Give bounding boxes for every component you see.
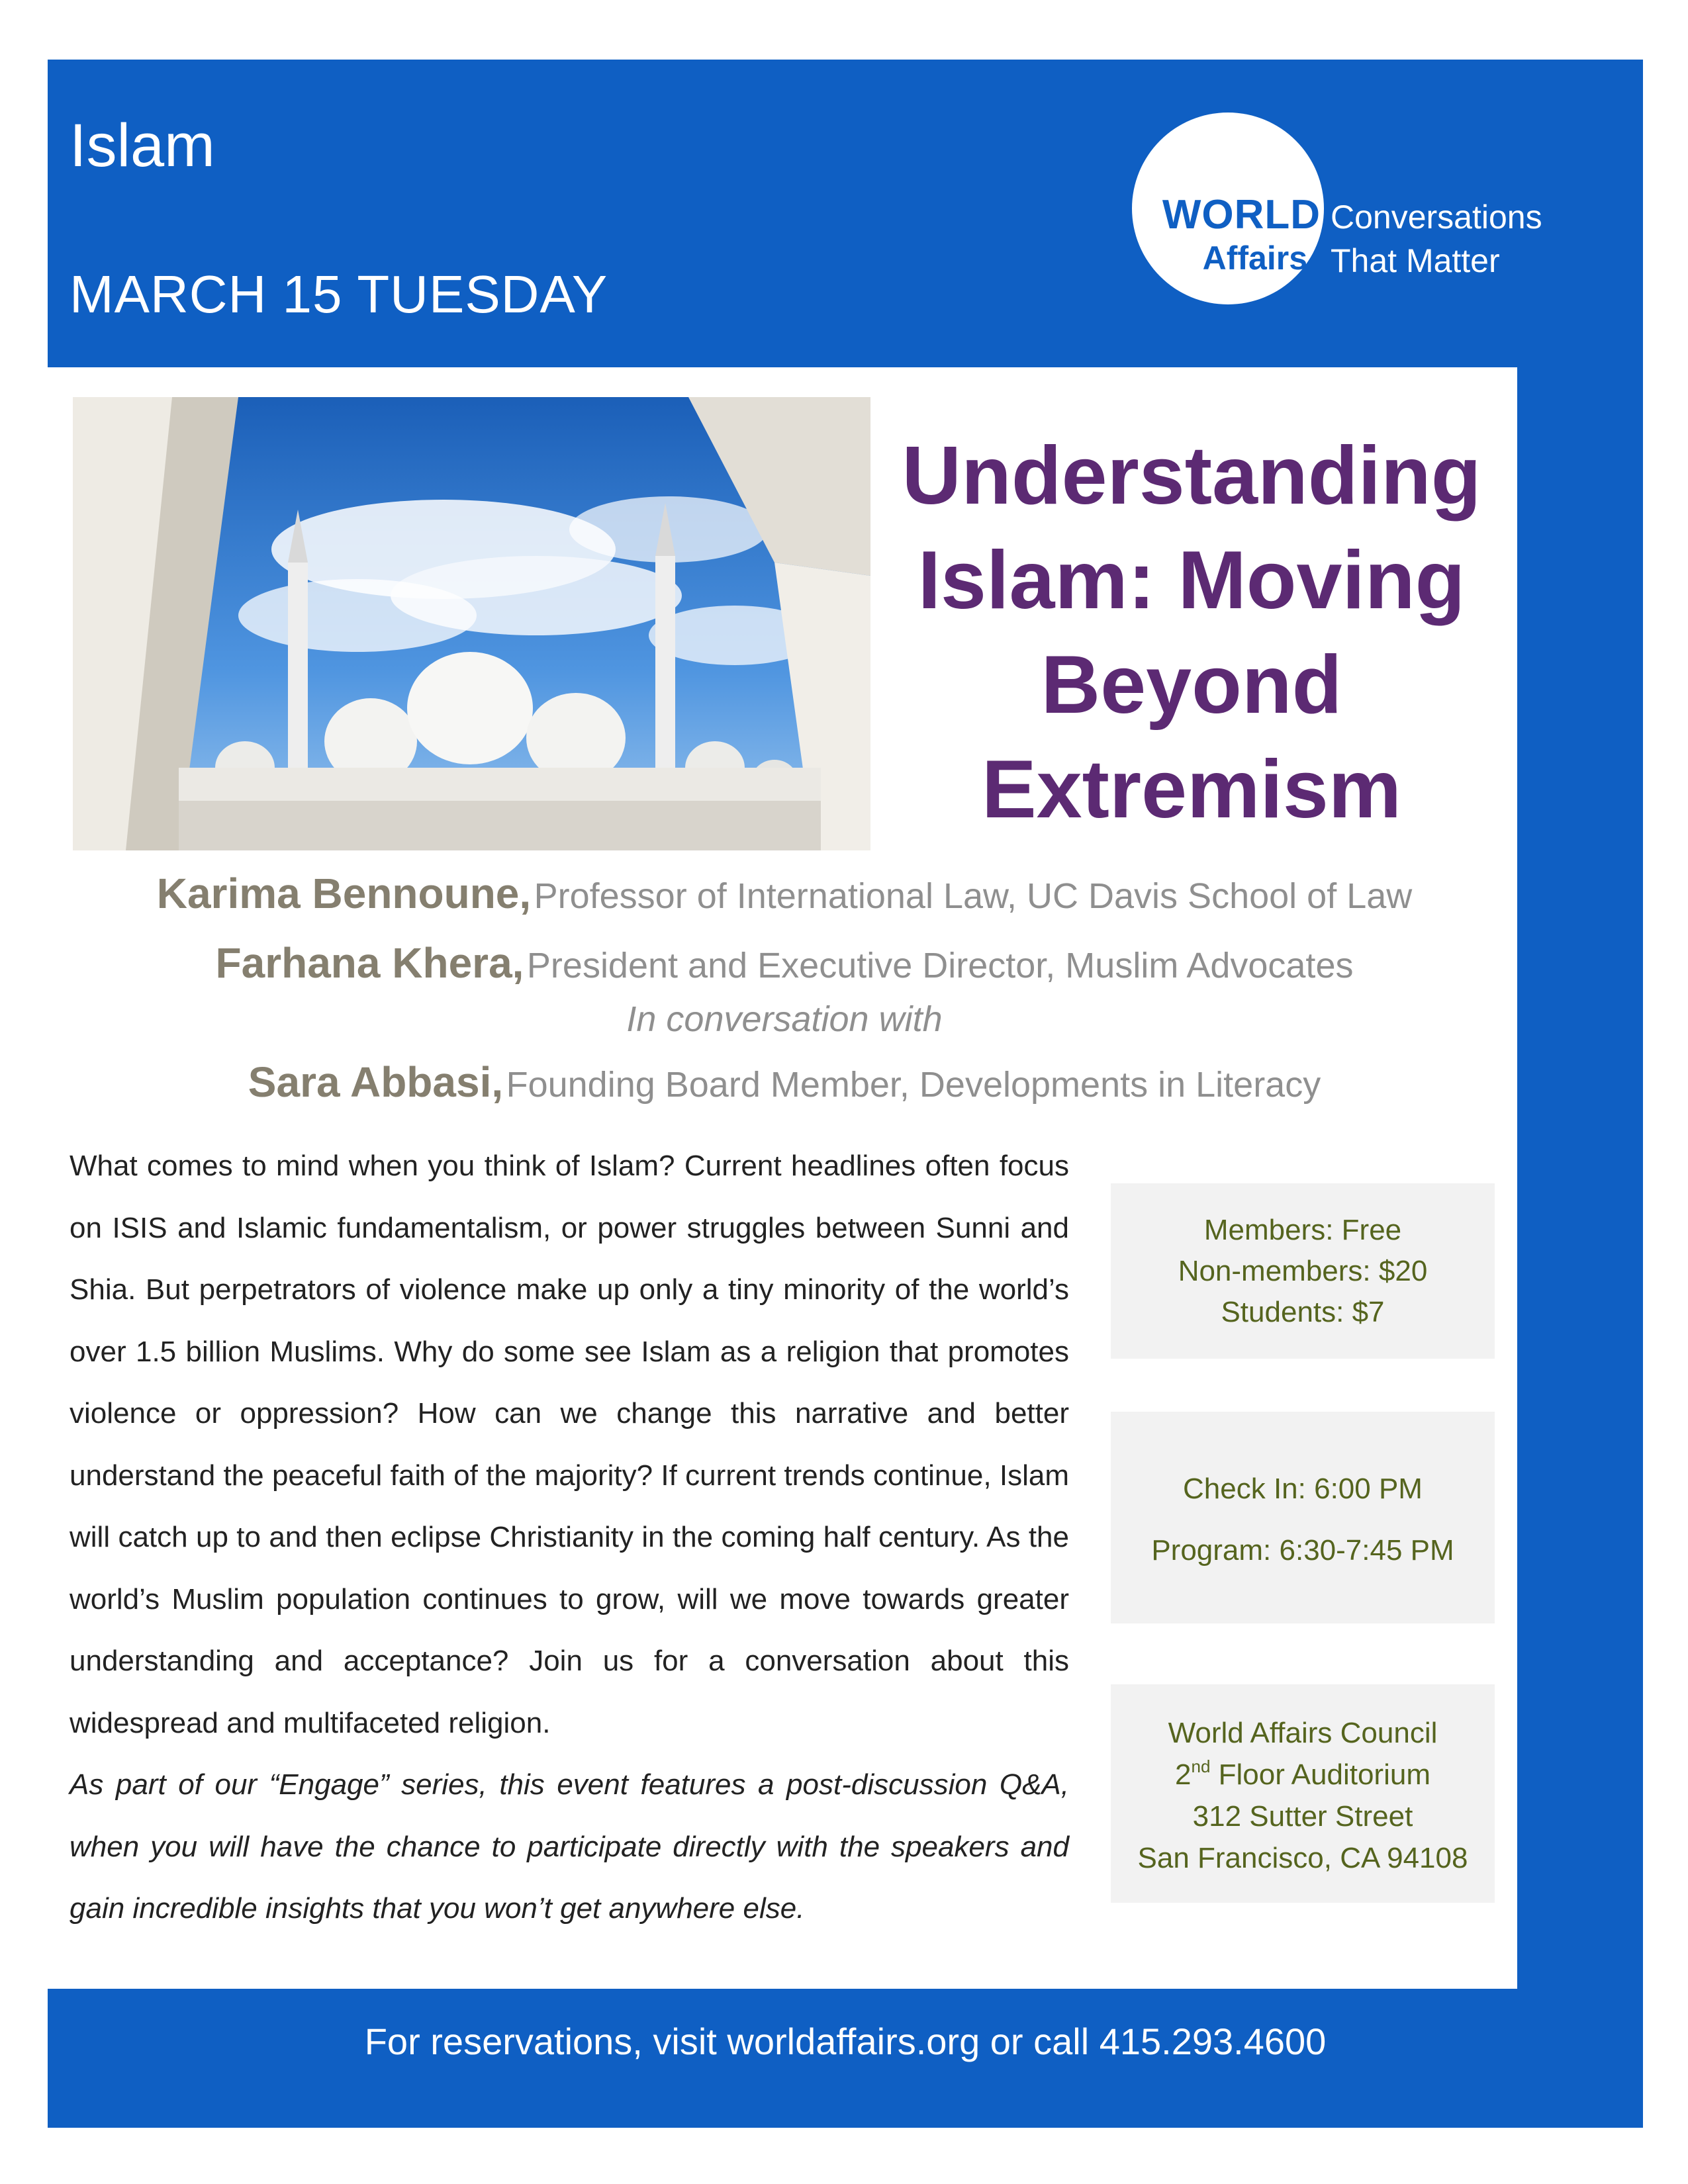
tagline — [1331, 195, 1542, 283]
engage-note: As part of our “Engage” series, this event features a post-discussion Q&A, when you will have the chance to participate directly with the speakers and gain incredible insights that you won’t get anywhere else. — [70, 1768, 1069, 1925]
event-title — [900, 424, 1483, 842]
check-in-time: Check In: 6:00 PM — [1183, 1473, 1423, 1505]
title-line: Understanding — [902, 430, 1481, 522]
speaker-role: Founding Board Member, Developments in Literacy — [506, 1065, 1321, 1105]
event-date: MARCH 15 TUESDAY — [70, 265, 608, 324]
topic-heading: Islam — [70, 112, 215, 179]
floor-rest: Floor Auditorium — [1210, 1758, 1430, 1791]
pricing-box — [1111, 1183, 1495, 1359]
logo-affairs-text: Affairs — [1202, 240, 1307, 277]
description-paragraph: What comes to mind when you think of Islam? Current headlines often focus on ISIS and Islamic fundamentalism, or power struggles between Sunni and Shia. But perpetrators of violence make up only a tiny minority of the world’s over 1.5 billion Muslims. Why do some see Islam as a religion that promotes violence or oppression? How can we change this narrative and better understand the peaceful faith of the majority? If current trends continue, Islam will catch up to and then eclipse Christianity in the coming half century. As the world’s Muslim population continues to grow, will we move towards greater understanding and acceptance? Join us for a conversation about this widespread and multifaceted religion. — [70, 1150, 1069, 1739]
speaker-role: Professor of International Law, UC Davis School of Law — [534, 876, 1413, 916]
speaker-name: Farhana Khera, — [215, 939, 524, 987]
venue-name: World Affairs Council — [1168, 1717, 1438, 1749]
price-members: Members: Free — [1203, 1214, 1402, 1246]
mosque-photo — [73, 397, 870, 850]
speaker-name: Sara Abbasi, — [248, 1058, 504, 1106]
venue-street: 312 Sutter Street — [1192, 1800, 1413, 1833]
tagline-line-1: Conversations — [1331, 199, 1542, 236]
title-line: Extremism — [981, 744, 1402, 835]
speaker-1 — [73, 860, 1496, 938]
floor-number: 2 — [1175, 1758, 1192, 1791]
conversation-note: In conversation with — [626, 999, 943, 1039]
venue-city: San Francisco, CA 94108 — [1137, 1842, 1468, 1874]
floor-suffix: nd — [1191, 1756, 1211, 1776]
speaker-3 — [73, 1049, 1496, 1127]
logo-world-text: WORLD — [1162, 192, 1321, 238]
title-line: Beyond — [1041, 639, 1342, 731]
price-students: Students: $7 — [1221, 1296, 1385, 1328]
venue-box — [1111, 1684, 1495, 1903]
schedule-box — [1111, 1412, 1495, 1623]
program-time: Program: 6:30-7:45 PM — [1151, 1534, 1454, 1567]
venue-floor — [1111, 1754, 1495, 1796]
title-line: Islam: Moving — [917, 535, 1466, 626]
price-non-members: Non-members: $20 — [1178, 1255, 1428, 1287]
event-description — [70, 1135, 1069, 1940]
speaker-role: President and Executive Director, Muslim Advocates — [526, 946, 1354, 985]
tagline-line-2: That Matter — [1331, 242, 1500, 279]
reservation-footer: For reservations, visit worldaffairs.org or call 415.293.4600 — [364, 2021, 1327, 2062]
speaker-name: Karima Bennoune, — [156, 870, 532, 917]
